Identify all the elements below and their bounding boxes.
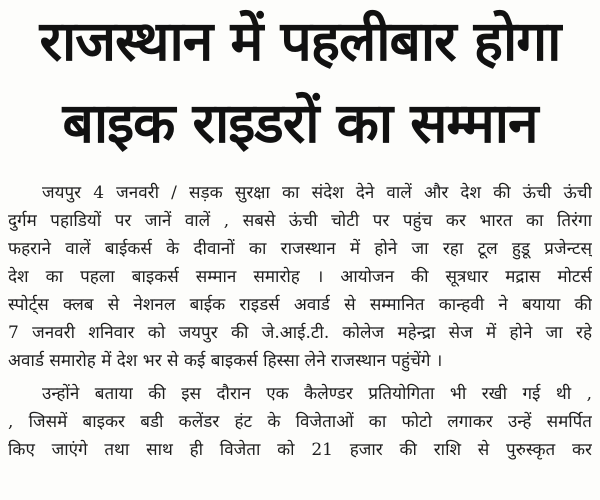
headline-line-2: बाइक राइडरों का सम्मान	[62, 91, 538, 155]
body-line: 7 जनवरी शनिवार को जयपुर की जे.आई.टी. कोलेज महेन्द्रा सेज में होने जा रहे	[8, 323, 592, 343]
body-line: स्पोर्ट्स क्लब से नेशनल बाईक राइडर्स अवार्ड से सम्मानित कान्हवी ने बयाया की	[8, 295, 592, 315]
body-line: देश का पहला बाइकर्स सम्मान समारोह । आयोजन की सूत्रधार मद्रास मोटर्स	[8, 267, 592, 287]
body-line: दुर्गम पहाडियों पर जानें वालें , सबसे ऊंची चोटी पर पहुंच कर भारत का तिरंगा	[8, 211, 592, 231]
body-line: किए जाएंगे तथा साथ ही विजेता को 21 हजार की राशि से पुरुस्कृत कर	[8, 440, 592, 460]
body-line: फहराने वालें बाईकर्स के दीवानों का राजस्थान में होने जा रहा टूल हुडू प्रजेन्टस्	[8, 239, 592, 259]
body-line: अवार्ड समारोह में देश भर से कई बाइकर्स हिस्सा लेने राजस्थान पहुंचेंगे ।	[8, 351, 443, 371]
body-line: जयपुर 4 जनवरी / सड़क सुरक्षा का संदेश देने वालें और देश की ऊंची ऊंची	[42, 183, 592, 203]
headline-line-1: राजस्थान में पहलीबार होगा	[39, 9, 561, 73]
body-line: , जिसमें बाइकर बडी कलेंडर हंट के विजेताओं का फोटो लगाकर उन्हें समर्पित	[8, 412, 592, 432]
body-line: उन्होंने बताया की इस दौरान एक कैलेण्डर प्रतियोगिता भी रखी गई थी ,	[42, 384, 592, 404]
